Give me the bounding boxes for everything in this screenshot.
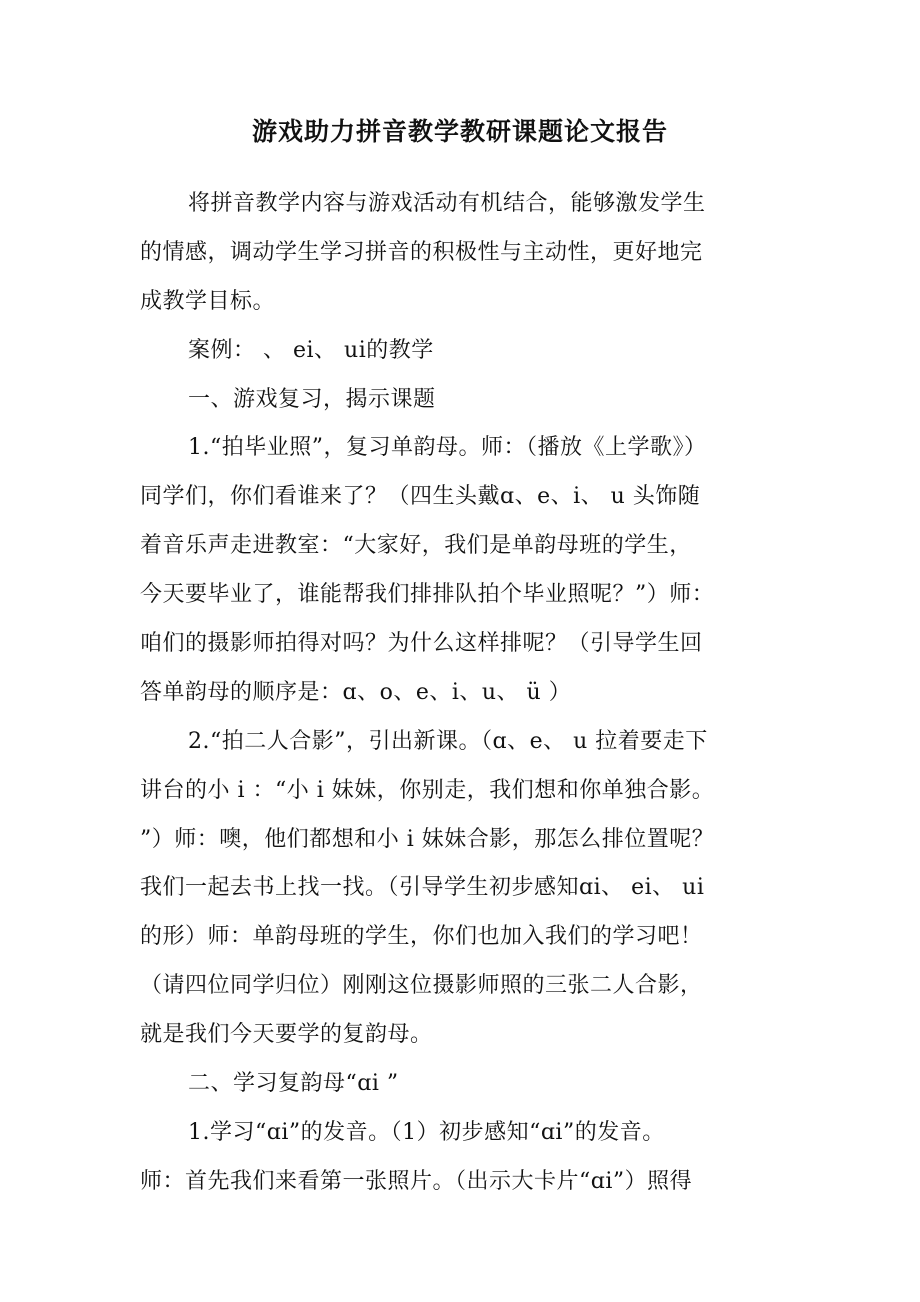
text-line: 今天要毕业了，谁能帮我们排排队拍个毕业照呢？”）师： xyxy=(140,582,715,608)
document-body xyxy=(140,180,785,1207)
text-line: 就是我们今天要学的复韵母。 xyxy=(140,1022,433,1048)
text-line: 讲台的小 i ：“小 i 妹妹，你别走，我们想和你单独合影。 xyxy=(140,777,715,803)
text-line: 成教学目标。 xyxy=(140,288,276,314)
text-line: 的形）师：单韵母班的学生，你们也加入我们的学习吧！ xyxy=(140,924,703,950)
section-heading: 一、游戏复习，揭示课题 xyxy=(188,386,436,412)
text-line: 师：首先我们来看第一张照片。（出示大卡片“ɑi”）照得 xyxy=(140,1168,693,1194)
section-heading: 二、学习复韵母“ɑi ” xyxy=(188,1071,399,1097)
text-line: 我们一起去书上找一找。（引导学生初步感知ɑi、 ei、 ui xyxy=(140,875,705,901)
text-line: 着音乐声走进教室：“大家好，我们是单韵母班的学生， xyxy=(140,533,692,559)
text-line: 2.“拍二人合影”，引出新课。（ɑ、e、 u 拉着要走下 xyxy=(188,728,708,754)
text-line: 同学们，你们看谁来了？（四生头戴ɑ、e、i、 u 头饰随 xyxy=(140,484,701,510)
text-line: 答单韵母的顺序是：ɑ、o、e、i、u、 ü ） xyxy=(140,679,572,705)
text-line: 1.“拍毕业照”，复习单韵母。师：（播放《上学歌》） xyxy=(188,435,707,461)
text-line: 将拼音教学内容与游戏活动有机结合，能够激发学生 xyxy=(188,191,706,216)
text-line: 案例： 、 ei、 ui的教学 xyxy=(188,337,434,363)
text-line: ”）师：噢，他们都想和小 i 妹妹合影，那怎么排位置呢？ xyxy=(140,826,715,852)
text-line: （请四位同学归位）刚刚这位摄影师照的三张二人合影， xyxy=(140,973,703,999)
text-line: 的情感，调动学生学习拼音的积极性与主动性，更好地完 xyxy=(140,239,703,265)
document-title: 游戏助力拼音教学教研课题论文报告 xyxy=(251,117,668,146)
text-line: 1.学习“ɑi”的发音。（1）初步感知“ɑi”的发音。 xyxy=(188,1119,665,1145)
text-line: 咱们的摄影师拍得对吗？为什么这样排呢？（引导学生回 xyxy=(140,631,703,657)
